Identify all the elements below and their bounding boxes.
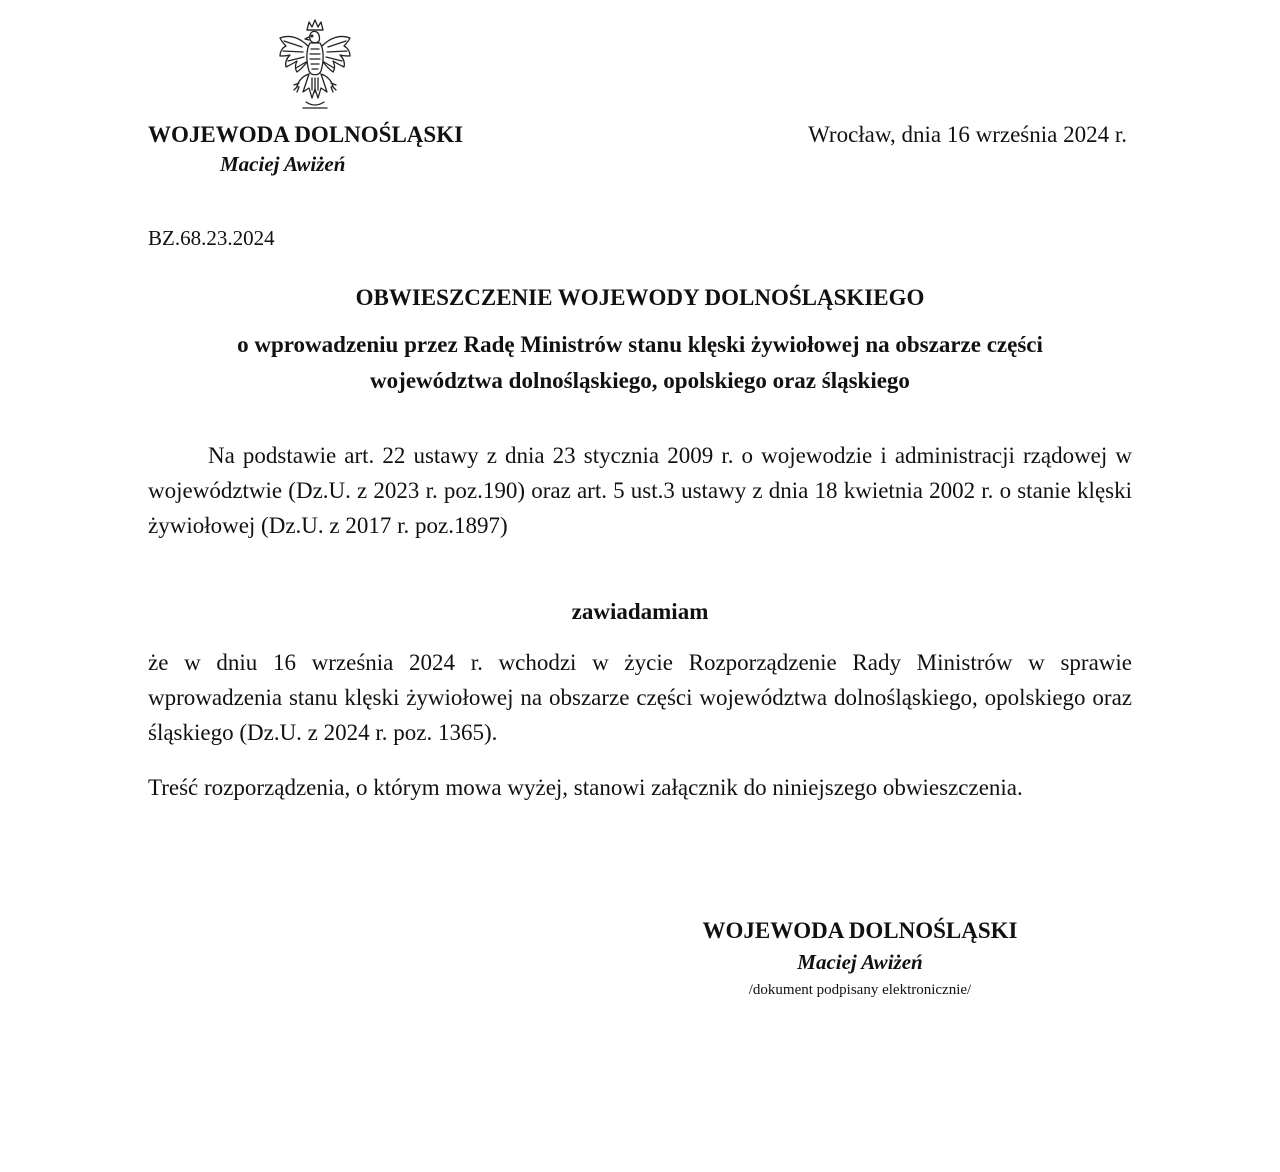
subtitle-line-1: o wprowadzeniu przez Radę Ministrów stanu klęski żywiołowej na obszarze części	[237, 332, 1043, 357]
document-title: OBWIESZCZENIE WOJEWODY DOLNOŚLĄSKIEGO	[355, 285, 925, 310]
issuer-title: WOJEWODA DOLNOŚLĄSKI	[148, 122, 464, 147]
notice-paragraph: że w dniu 16 września 2024 r. wchodzi w życie Rozporządzenie Rady Ministrów w sprawie wprowadzenia stanu klęski żywiołowej na obszarze części województwa dolnośląskiego, opolskiego oraz śląskiego (Dz.U. z 2024 r. poz. 1365).	[148, 650, 1132, 745]
place-date: Wrocław, dnia 16 września 2024 r.	[808, 122, 1127, 147]
legal-basis-paragraph: Na podstawie art. 22 ustawy z dnia 23 stycznia 2009 r. o wojewodzie i administracji rządowej w województwie (Dz.U. z 2023 r. poz.190) oraz art. 5 ust.3 ustawy z dnia 18 kwietnia 2002 r. o stanie klęski żywiołowej (Dz.U. z 2017 r. poz.1897)	[148, 443, 1132, 538]
document-subtitle	[148, 327, 1132, 399]
signature-note: /dokument podpisany elektronicznie/	[748, 982, 972, 998]
attachment-paragraph: Treść rozporządzenia, o którym mowa wyżej, stanowi załącznik do niniejszego obwieszczenia.	[148, 775, 1023, 800]
issuer-block	[148, 120, 508, 178]
reference-number: BZ.68.23.2024	[148, 226, 275, 250]
signature-name: Maciej Awiżeń	[797, 950, 923, 974]
signature-title: WOJEWODA DOLNOŚLĄSKI	[702, 918, 1018, 943]
notify-heading: zawiadamiam	[571, 599, 709, 624]
signature-block	[640, 915, 1080, 1003]
issuer-name: Maciej Awiżeń	[220, 152, 346, 176]
polish-eagle-emblem-icon	[272, 16, 358, 114]
subtitle-line-2: województwa dolnośląskiego, opolskiego oraz śląskiego	[370, 368, 910, 393]
